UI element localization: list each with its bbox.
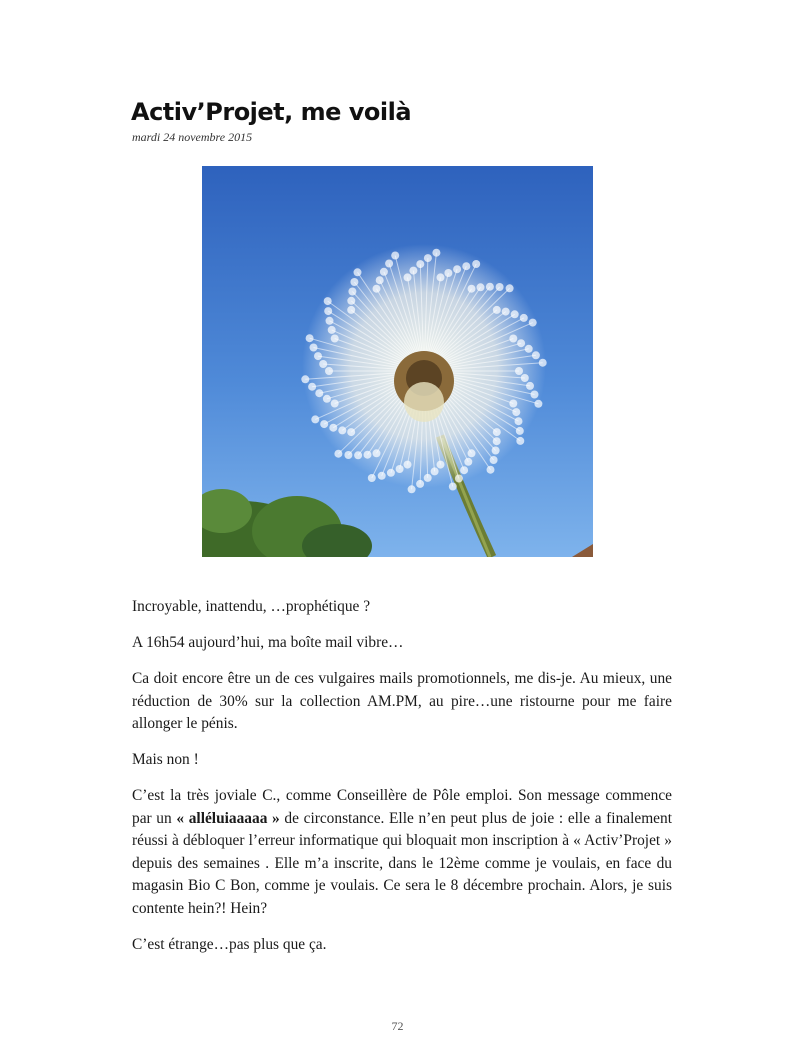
- paragraph-6: C’est étrange…pas plus que ça.: [132, 935, 327, 953]
- paragraph-2: A 16h54 aujourd’hui, ma boîte mail vibre…: [132, 634, 404, 651]
- paragraph-4: Mais non !: [132, 751, 199, 768]
- post-body: [132, 596, 672, 970]
- paragraph-5-text-a: C’est la très joviale C., comme Conseillère de Pôle emploi. Son message commence par un: [132, 787, 672, 827]
- post-title: Activ’Projet, me voilà: [131, 98, 412, 126]
- dandelion-photo: [202, 166, 593, 557]
- paragraph-5-text-b: de circonstance. Elle n’en peut plus de joie : elle a finalement réussi à débloquer l’erreur informatique qui bloquait mon inscription à « Activ’Projet » depuis des semaines . Elle m’a inscrite, dans le 12ème comme je voulais, en face du magasin Bio C Bon, comme je voulais. Ce sera le 8 décembre prochain. Alors, je suis contente hein?! Hein?: [132, 809, 672, 917]
- paragraph-3: Ca doit encore être un de ces vulgaires mails promotionnels, me dis-je. Au mieux, une réduction de 30% sur la collection AM.PM, au pire…une ristourne pour me faire allonger le pénis.: [132, 670, 672, 732]
- paragraph-5-emphasis: « alléluiaaaaa »: [176, 809, 280, 827]
- post-date: mardi 24 novembre 2015: [132, 130, 253, 144]
- paragraph-1: Incroyable, inattendu, …prophétique ?: [132, 598, 371, 615]
- paragraph-5: [132, 785, 672, 920]
- page-number: 72: [391, 1019, 404, 1033]
